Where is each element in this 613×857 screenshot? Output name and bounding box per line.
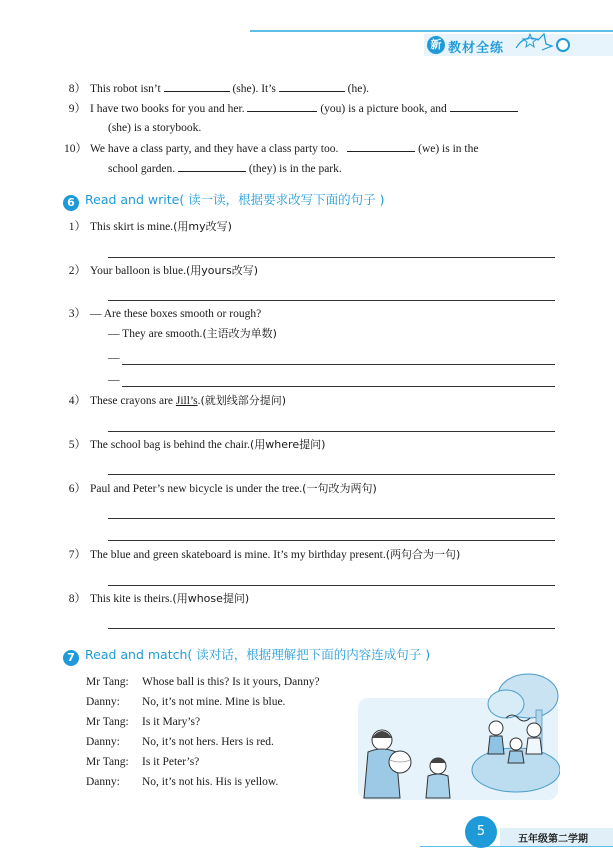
blank-field[interactable]: [164, 80, 230, 92]
page-number: 5: [465, 816, 497, 848]
header-rule: [250, 30, 613, 32]
dialogue-line: Danny: No, it’s not his. His is yellow.: [86, 776, 279, 788]
section-6-header: [63, 190, 385, 211]
exercise-5-8: 8） This robot isn’t (she). It’s (he).: [64, 80, 369, 97]
dialogue-line: Mr Tang: Is it Peter’s?: [86, 756, 200, 768]
blank-field[interactable]: [178, 160, 246, 172]
answer-line[interactable]: [108, 431, 555, 432]
section-note: ( 读对话，根据理解把下面的内容连成句子 ): [187, 647, 431, 662]
blank-field[interactable]: [450, 100, 518, 112]
answer-line[interactable]: [122, 364, 555, 365]
dialogue-line: Danny: No, it’s not hers. Hers is red.: [86, 736, 274, 748]
section-number-badge: 7: [63, 650, 79, 666]
star-doodle-icon: [512, 30, 554, 54]
footer-label: 五年级第二学期: [518, 834, 588, 845]
dialogue-line: Danny: No, it’s not mine. Mine is blue.: [86, 696, 286, 708]
answer-line[interactable]: [108, 518, 555, 519]
section-title: Read and match: [85, 647, 188, 662]
section-title: Read and write: [85, 192, 180, 207]
answer-line[interactable]: [108, 585, 555, 586]
exercise-5-10: 10） We have a class party, and they have a class party too. (we) is in the: [64, 140, 478, 157]
exercise-6-2: 2） Your balloon is blue.(用yours改写): [68, 264, 259, 277]
playground-illustration: [356, 670, 560, 802]
answer-line[interactable]: [108, 474, 555, 475]
dialogue-line: Mr Tang: Whose ball is this? Is it yours, Danny?: [86, 676, 320, 688]
answer-dash: —: [108, 352, 120, 364]
answer-dash: —: [108, 374, 120, 386]
answer-line[interactable]: [108, 300, 555, 301]
header-title: 教材全练: [448, 41, 505, 56]
blank-field[interactable]: [347, 140, 415, 152]
section-number-badge: 6: [63, 195, 79, 211]
exercise-5-9: 9） I have two books for you and her. (you) is a picture book, and: [64, 100, 518, 117]
blank-field[interactable]: [279, 80, 345, 92]
exercise-6-6: 6） Paul and Peter’s new bicycle is under the tree.(一句改为两句): [68, 482, 377, 495]
section-7-header: [63, 645, 430, 666]
exercise-6-3: 3） — Are these boxes smooth or rough?: [68, 308, 262, 320]
circle-dot-icon: [556, 38, 570, 52]
exercise-6-7: 7） The blue and green skateboard is mine. It’s my birthday present.(两句合为一句): [68, 548, 461, 561]
answer-line[interactable]: [108, 257, 555, 258]
answer-line[interactable]: [108, 628, 555, 629]
header-badge: 新: [427, 36, 445, 54]
exercise-6-1: 1） This skirt is mine.(用my改写): [68, 220, 232, 233]
exercise-6-3-line2: — They are smooth.(主语改为单数): [108, 327, 277, 340]
answer-line[interactable]: [122, 386, 555, 387]
exercise-5-9-line2: (she) is a storybook.: [108, 122, 202, 134]
footer-rule: [420, 846, 613, 847]
dialogue-line: Mr Tang: Is it Mary’s?: [86, 716, 201, 728]
exercise-6-4: 4） These crayons are Jill’s.(就划线部分提问): [68, 394, 287, 407]
exercise-6-8: 8） This kite is theirs.(用whose提问): [68, 592, 250, 605]
underlined-word: Jill’s: [175, 395, 198, 407]
exercise-6-5: 5） The school bag is behind the chair.(用where提问): [68, 438, 326, 451]
exercise-5-10-line2: school garden. (they) is in the park.: [108, 160, 342, 177]
section-note: ( 读一读，根据要求改写下面的句子 ): [179, 192, 385, 207]
blank-field[interactable]: [247, 100, 317, 112]
answer-line[interactable]: [108, 540, 555, 541]
